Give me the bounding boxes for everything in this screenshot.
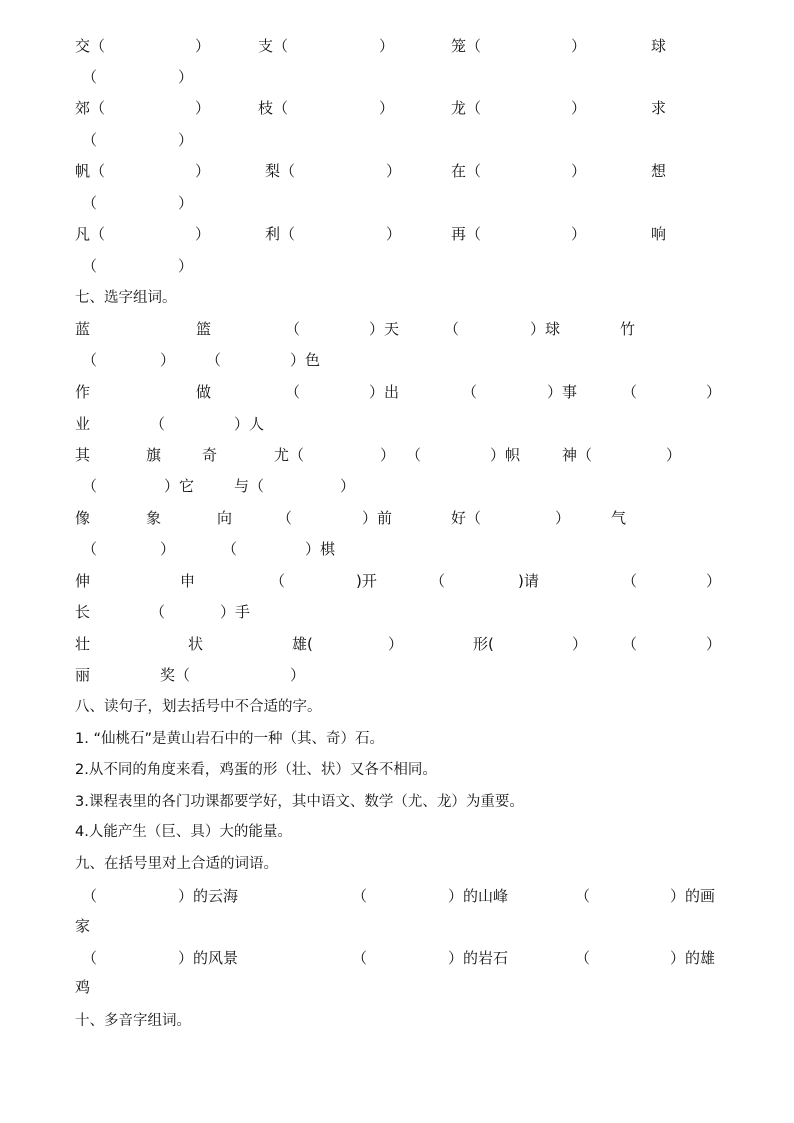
sec7-cell: 其 bbox=[75, 446, 91, 464]
sec6-cell: 凡（ bbox=[75, 225, 106, 243]
sec7-cell: （ bbox=[430, 572, 446, 590]
sec7-cell: 雄( bbox=[292, 635, 313, 653]
sec7-cell: （ bbox=[285, 383, 301, 401]
sec7-cell: 作 bbox=[75, 383, 91, 401]
sec7-cell: ） bbox=[706, 572, 722, 590]
sec9-cell: ）的画 bbox=[670, 887, 716, 905]
sec9-cell: （ bbox=[575, 949, 591, 967]
sec9-cell: （ bbox=[575, 887, 591, 905]
sec7-cell: （ bbox=[270, 572, 286, 590]
sec6-wrap: （ bbox=[82, 194, 98, 212]
sec7-cell: 做 bbox=[196, 383, 212, 401]
sec9-cell: ）的雄 bbox=[670, 949, 716, 967]
sec6-wrap: ） bbox=[178, 68, 194, 86]
sec7-cell: 竹 bbox=[620, 320, 636, 338]
sec6-cell: ） bbox=[571, 99, 587, 117]
sec7-cell: ） bbox=[160, 540, 176, 558]
sec7-cell: 气 bbox=[611, 509, 627, 527]
sec7-cell: ） bbox=[666, 446, 682, 464]
sec7-cell: 好（ bbox=[451, 509, 482, 527]
sec6-cell: 支（ bbox=[258, 37, 289, 55]
sec6-cell: 枝（ bbox=[258, 99, 289, 117]
sec7-cell: （ bbox=[150, 415, 166, 433]
sec7-cell: （ bbox=[622, 572, 638, 590]
sec6-cell: 利（ bbox=[265, 225, 296, 243]
sec7-cell: ）事 bbox=[547, 383, 578, 401]
sec7-cell: 神（ bbox=[562, 446, 593, 464]
sec7-cell: 蓝 bbox=[75, 320, 91, 338]
sec7-cell: 业 bbox=[75, 415, 91, 433]
sec7-cell: 形( bbox=[473, 635, 494, 653]
sec7-cell: ） bbox=[290, 666, 306, 684]
sec7-cell: ）帜 bbox=[490, 446, 521, 464]
sec9-cell: ）的云海 bbox=[178, 887, 239, 905]
sec7-cell: 伸 bbox=[75, 572, 91, 590]
sec7-cell: 奇 bbox=[202, 446, 218, 464]
sec7-cell: 申 bbox=[180, 572, 196, 590]
sec7-cell: （ bbox=[622, 635, 638, 653]
sentence-3: 3.课程表里的各门功课都要学好，其中语文、数学（尤、龙）为重要。 bbox=[75, 794, 524, 810]
sec7-cell: 丽 bbox=[75, 666, 91, 684]
sec6-cell: ） bbox=[195, 99, 211, 117]
sec6-wrap: （ bbox=[82, 68, 98, 86]
sentence-4: 4.人能产生（巨、具）大的能量。 bbox=[75, 824, 292, 840]
sec7-cell: 壮 bbox=[75, 635, 91, 653]
sec7-cell: ） bbox=[160, 351, 176, 369]
sec9-cell: ）的岩石 bbox=[448, 949, 509, 967]
sec6-cell: 交（ bbox=[75, 37, 106, 55]
sec7-cell: （ bbox=[285, 320, 301, 338]
sec9-cell: ）的山峰 bbox=[448, 887, 509, 905]
sec7-cell: 长 bbox=[75, 603, 91, 621]
sec7-cell: 状 bbox=[188, 635, 204, 653]
sec6-cell: ） bbox=[386, 225, 402, 243]
sec9-cell: （ bbox=[352, 949, 368, 967]
sec7-cell: ）球 bbox=[530, 320, 561, 338]
sec9-cell: ）的风景 bbox=[178, 949, 239, 967]
sec6-wrap: ） bbox=[178, 131, 194, 149]
sec7-cell: 奖（ bbox=[160, 666, 191, 684]
sec7-cell: ） bbox=[706, 635, 722, 653]
sentence-2: 2.从不同的角度来看，鸡蛋的形（壮、状）又各不相同。 bbox=[75, 762, 437, 778]
sec7-cell: ） bbox=[572, 635, 588, 653]
sec7-cell: （ bbox=[222, 540, 238, 558]
sec7-cell: ） bbox=[380, 446, 396, 464]
sec7-cell: （ bbox=[444, 320, 460, 338]
section8-heading: 八、读句子，划去括号中不合适的字。 bbox=[75, 699, 322, 715]
sec6-cell: ） bbox=[386, 162, 402, 180]
sec7-cell: （ bbox=[462, 383, 478, 401]
sec7-cell: 像 bbox=[75, 509, 91, 527]
sec7-cell: ） bbox=[340, 477, 356, 495]
sec6-cell: ） bbox=[571, 225, 587, 243]
sec7-cell: 篮 bbox=[196, 320, 212, 338]
section7-heading: 七、选字组词。 bbox=[75, 290, 177, 306]
sec6-cell: ） bbox=[379, 99, 395, 117]
sec6-cell: ） bbox=[379, 37, 395, 55]
sec7-cell: （ bbox=[406, 446, 422, 464]
sec7-cell: 与（ bbox=[234, 477, 265, 495]
sec6-cell: 再（ bbox=[451, 225, 482, 243]
sec7-cell: ） bbox=[555, 509, 571, 527]
sec7-cell: ） bbox=[706, 383, 722, 401]
section10-heading: 十、多音字组词。 bbox=[75, 1013, 191, 1029]
sec9-cell: （ bbox=[82, 949, 98, 967]
sec6-cell: 郊（ bbox=[75, 99, 106, 117]
sec7-cell: ）出 bbox=[369, 383, 400, 401]
sec6-cell: 帆（ bbox=[75, 162, 106, 180]
sec7-cell: ）它 bbox=[164, 477, 195, 495]
sec7-cell: 象 bbox=[146, 509, 162, 527]
sec7-cell: （ bbox=[82, 540, 98, 558]
sec7-cell: ） bbox=[388, 635, 404, 653]
sec9-wrap: 鸡 bbox=[75, 978, 91, 996]
sec7-cell: 向 bbox=[217, 509, 233, 527]
sec7-cell: 尤（ bbox=[274, 446, 305, 464]
sec7-cell: ）手 bbox=[220, 603, 251, 621]
sec6-wrap: ） bbox=[178, 194, 194, 212]
sec7-cell: ）前 bbox=[362, 509, 393, 527]
sec7-cell: )开 bbox=[356, 572, 377, 590]
sec7-cell: ）棋 bbox=[305, 540, 336, 558]
sec6-cell: 笼（ bbox=[451, 37, 482, 55]
sec7-cell: （ bbox=[622, 383, 638, 401]
sec6-cell: 想 bbox=[651, 162, 667, 180]
sec6-cell: ） bbox=[195, 225, 211, 243]
sec7-cell: 旗 bbox=[146, 446, 162, 464]
sec7-cell: （ bbox=[82, 477, 98, 495]
sec6-cell: 球 bbox=[651, 37, 667, 55]
sentence-1: 1. “仙桃石”是黄山岩石中的一种（其、奇）石。 bbox=[75, 731, 384, 747]
section9-heading: 九、在括号里对上合适的词语。 bbox=[75, 856, 278, 872]
sec6-cell: ） bbox=[571, 162, 587, 180]
sec7-cell: （ bbox=[206, 351, 222, 369]
sec6-wrap: ） bbox=[178, 257, 194, 275]
sec6-cell: ） bbox=[571, 37, 587, 55]
sec6-cell: ） bbox=[195, 37, 211, 55]
sec9-cell: （ bbox=[352, 887, 368, 905]
sec9-wrap: 家 bbox=[75, 917, 91, 935]
sec7-cell: ）天 bbox=[369, 320, 400, 338]
sec6-cell: ） bbox=[195, 162, 211, 180]
sec7-cell: （ bbox=[82, 351, 98, 369]
sec7-cell: ）人 bbox=[234, 415, 265, 433]
sec6-cell: 响 bbox=[651, 225, 667, 243]
sec7-cell: （ bbox=[150, 603, 166, 621]
sec7-cell: )请 bbox=[518, 572, 539, 590]
sec6-wrap: （ bbox=[82, 257, 98, 275]
sec6-cell: 龙（ bbox=[451, 99, 482, 117]
sec6-cell: 求 bbox=[651, 99, 667, 117]
sec6-cell: 在（ bbox=[451, 162, 482, 180]
sec7-cell: ）色 bbox=[290, 351, 321, 369]
sec6-wrap: （ bbox=[82, 131, 98, 149]
sec6-cell: 梨（ bbox=[265, 162, 296, 180]
sec9-cell: （ bbox=[82, 887, 98, 905]
sec7-cell: （ bbox=[277, 509, 293, 527]
